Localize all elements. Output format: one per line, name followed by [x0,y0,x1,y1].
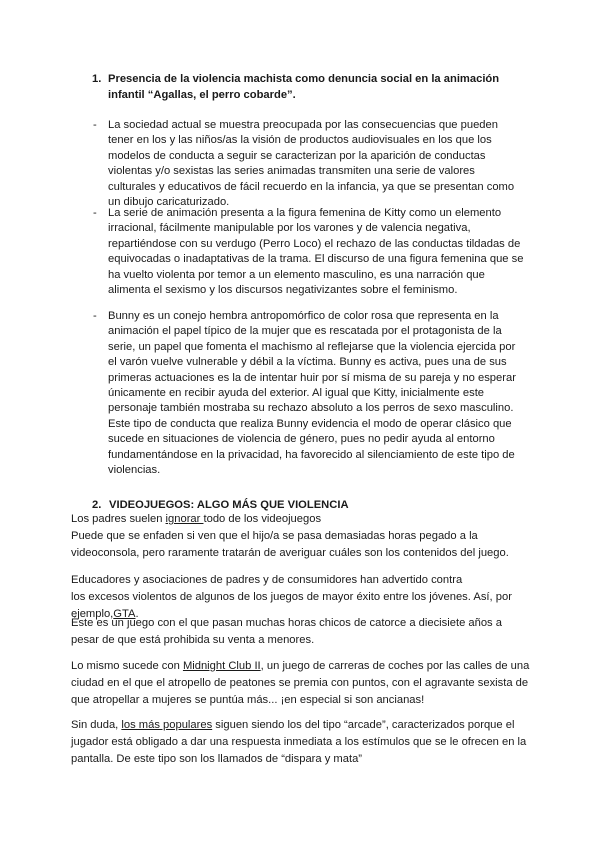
section-1-number: 1. [92,73,102,85]
bullet-dash: - [93,310,97,322]
bullet-paragraph-1 [93,118,525,210]
bullet-text: Bunny es un conejo hembra antropomórfico de color rosa que representa en la animación el papel típico de la mujer que es rescatada por el protagonista de la serie, un papel que fomenta el machismo al reflejarse que la violencia ejercida por el varón vuelve vulnerable y débil a la víctima. Bunny es activa, pues una de sus primeras actuaciones es la de intentar huir por sí misma de su pareja y no esperar únicamente en recibir ayuda del exterior. Al igual que Kitty, inicialmente este personaje también mostraba su rechazo absoluto a los perros de sexo masculino. Este tipo de conducta que realiza Bunny evidencia el modo de operar clásico que sucede en situaciones de violencia de género, pues no pedir ayuda al entorno fundamentándose en la privacidad, ha favorecido al silenciamiento de este tipo de violencias. [108,310,516,477]
link-gta[interactable]: GTA [113,608,136,620]
bullet-text: La sociedad actual se muestra preocupada por las consecuencias que pueden tener en los y las niños/as la visión de productos audiovisuales en los que los modelos de conducta a seguir se caracterizan por la aparición de conductas violentas y/o sexistas las series animadas transmiten una serie de valores culturales y educativos de fácil recuerdo en la infancia, ya que se presentan como un dibujo caricaturizado. [108,119,515,209]
section-2-number: 2. [92,499,102,511]
bullet-paragraph-2 [93,206,525,298]
paragraph-educadores: Educadores y asociaciones de padres y de consumidores han advertido contra los excesos violentos de algunos de los juegos de mayor éxito entre los jóvenes. Así, por ejemplo,GTA. [71,574,512,620]
link-midnight-club[interactable]: Midnight Club II [182,660,261,672]
link-ignorar[interactable]: ignorar [165,513,204,525]
bullet-paragraph-3 [93,309,525,478]
paragraph-gta: Éste es un juego con el que pasan muchas horas chicos de catorce a diecisiete años a pesar de que está prohibida su venta a menores. [71,617,502,646]
bullet-text: La serie de animación presenta a la figura femenina de Kitty como un elemento irracional, fácilmente manipulable por los varones y de valencia negativa, repartiéndose con su verdugo (Perro Loco) el rechazo de las conductas tildadas de equivocadas o inadaptativas de la trama. El discurso de una figura femenina que se ha vuelto violenta por temor a un elemento masculino, es una narración que alimenta el sexismo y los discursos negativizantes sobre el feminismo. [108,207,524,297]
link-los-mas-populares[interactable]: los más populares [121,719,213,731]
paragraph-videoconsola: Puede que se enfaden si ven que el hijo/a se pasa demasiadas horas pegado a la videoconsola, pero raramente tratarán de averiguar cuáles son los contenidos del juego. [71,530,509,559]
bullet-dash: - [93,119,97,131]
section-1-title: Presencia de la violencia machista como denuncia social en la animación infantil “Agallas, el perro cobarde”. [108,73,500,101]
paragraph-parents: Los padres suelen ignorar todo de los videojuegos [71,513,322,525]
paragraph-arcade: Sin duda, los más populares siguen siendo los del tipo “arcade”, caracterizados porque el jugador está obligado a dar una respuesta inmediata a los estímulos que se le ofrecen en la pantalla. De este tipo son los llamados de “dispara y mata” [71,719,527,765]
paragraph-midnight-club: Lo mismo sucede con Midnight Club II, un juego de carreras de coches por las calles de una ciudad en el que el atropello de peatones se premia con puntos, con el agravante sexista de que atropellar a mujeres se puntúa más... ¡en especial si son ancianas! [71,660,530,706]
bullet-dash: - [93,207,97,219]
section-1-heading [92,71,522,103]
section-2-title: VIDEOJUEGOS: ALGO MÁS QUE VIOLENCIA [109,499,349,511]
